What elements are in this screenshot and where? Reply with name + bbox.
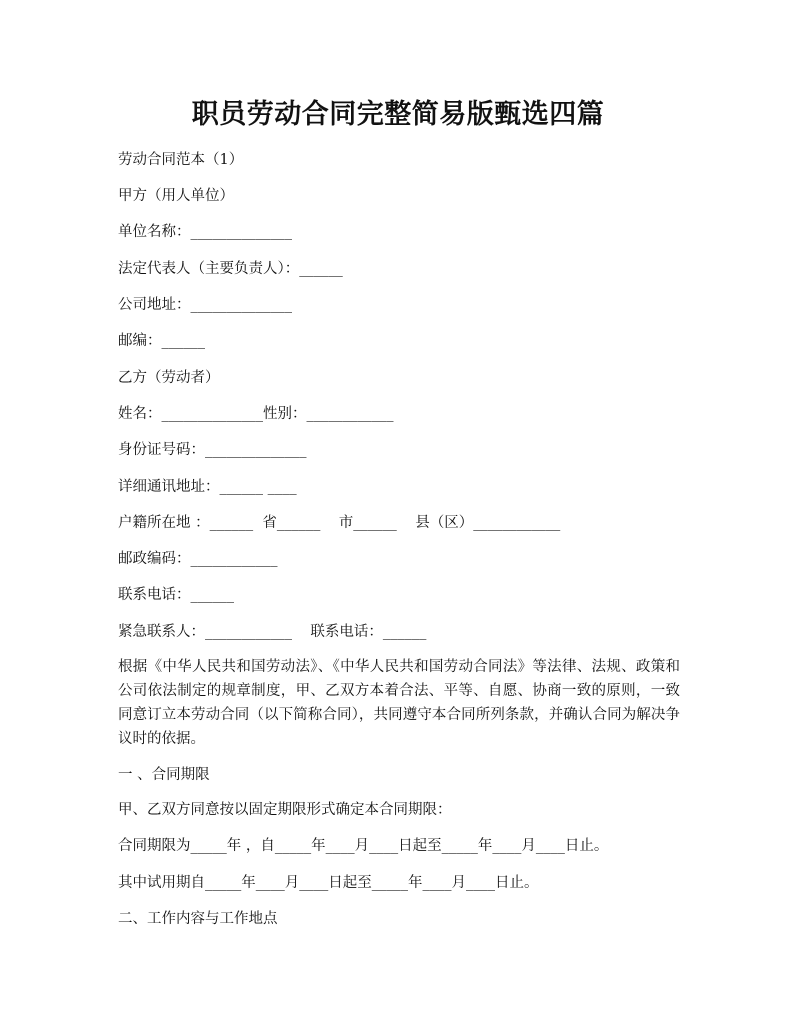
postal-code-field: 邮政编码：____________ [118,551,278,567]
company-address-field: 公司地址：______________ [118,297,292,313]
company-name-field: 单位名称：______________ [118,224,292,240]
work-content-heading: 二、工作内容与工作地点 [118,911,278,927]
party-a-heading: 甲方（用人单位） [118,188,234,204]
probation-period-line: 其中试用期自_____年____月____日起至_____年____月____日止。 [118,875,539,891]
contract-period-line: 合同期限为_____年 ，自_____年____月____日起至_____年____月____日止。 [118,838,609,854]
party-b-heading: 乙方（劳动者） [118,370,220,386]
contract-section-heading: 劳动合同范本（1） [118,152,244,168]
postcode-field: 邮编：______ [118,333,205,349]
id-number-field: 身份证号码：______________ [118,442,307,458]
mailing-address-field: 详细通讯地址：______ ____ [118,479,297,495]
contract-preamble: 根据《中华人民共和国劳动法》、《中华人民共和国劳动合同法》等法律、法规、政策和公司依法制定的规章制度，甲、乙双方本着合法、平等、自愿、协商一致的原则，一致同意订立本劳动合同（以下简称合同），共同遵守本合同所列条款，并确认合同为解决争议时的依据。 [118,659,680,747]
contract-term-agreement: 甲、乙双方同意按以固定期限形式确定本合同期限： [118,802,452,818]
household-registration-field: 户籍所在地 ：______ 省______ 市______ 县（区）____________ [118,515,561,531]
contract-term-heading: 一 、合同期限 [118,767,210,783]
phone-field: 联系电话：______ [118,587,234,603]
name-gender-field: 姓名：______________性别：____________ [118,406,394,422]
emergency-contact-field: 紧急联系人：____________ 联系电话：______ [118,624,427,640]
document-title: 职员劳动合同完整简易版甄选四篇 [191,99,605,130]
legal-representative-field: 法定代表人（主要负责人）：______ [118,261,343,277]
